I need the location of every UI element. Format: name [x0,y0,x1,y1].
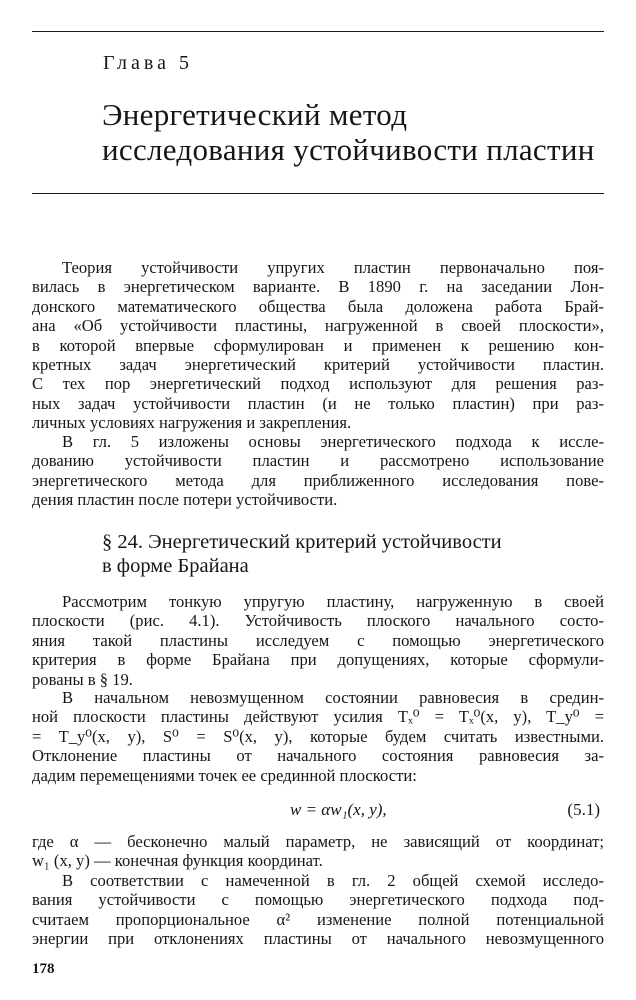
text-line: где α — бесконечно малый параметр, не зависящий от координат; [32,832,604,851]
section-paragraph-3 [32,832,604,871]
text-line: дения пластин после потери устойчивости. [32,490,338,510]
chapter-label: Глава 5 [103,52,193,74]
section-paragraph-2 [32,688,604,785]
text-line: Рассмотрим тонкую упругую пластину, нагруженную в своей [62,592,604,611]
text-line: В начальном невозмущенном состоянии равновесия в средин- [62,688,604,707]
text-line: ных задач устойчивости пластин (и не только пластин) при раз- [32,393,604,413]
text-line: w₁ (x, y) — конечная функция координат. [32,851,323,871]
chapter-title-line: Энергетический метод [102,97,408,132]
text-line: критерия в форме Брайана при допущениях, которые сформули- [32,650,604,670]
title-bottom-rule [32,193,604,194]
intro-paragraph-2 [32,432,604,510]
text-line: = T_y⁰(x, y), S⁰ = S⁰(x, y), которые будем считать известными. [32,726,604,746]
top-rule [32,31,604,32]
text-line: энергии при отклонениях пластины от начального невозмущенного [32,929,604,949]
section-heading-line: в форме Брайана [102,555,249,577]
text-line: плоскости (рис. 4.1). Устойчивость плоского начального состо- [32,611,604,631]
intro-paragraph-1 [32,258,604,433]
text-line: дованию устойчивости пластин и рассмотрено использование [32,451,604,471]
text-line: В соответствии с намеченной в гл. 2 общей схемой исследо- [62,871,604,890]
section-heading-line: § 24. Энергетический критерий устойчивости [102,531,502,553]
text-line: Отклонение пластины от начального состояния равновесия за- [32,746,604,766]
text-line: кретных задач энергетический критерий устойчивости пластин. [32,355,604,375]
section-heading [102,530,502,578]
text-line: донского математического общества была доложена работа Брай- [32,296,604,316]
chapter-title-line: исследования устойчивости пластин [102,132,595,167]
text-line: ной плоскости пластины действуют усилия Tₓ⁰ = Tₓ⁰(x, y), T_y⁰ = [32,707,604,727]
text-line: яния такой пластины исследуем с помощью энергетического [32,630,604,650]
text-line: Теория устойчивости упругих пластин первоначально поя- [62,258,604,277]
text-line: личных условиях нагружения и закрепления. [32,413,352,433]
text-line: считаем пропорциональное α² изменение полной потенциальной [32,909,604,929]
chapter-title [102,97,595,167]
text-line: вания устойчивости с помощью энергетического подхода под- [32,890,604,910]
text-line: энергетического метода для приближенного исследования пове- [32,470,604,490]
text-line: дадим перемещениями точек ее срединной плоскости: [32,765,417,785]
equation-5-1 [32,800,604,824]
text-line: ана «Об устойчивости пластины, нагруженной в своей плоскости», [32,316,604,336]
text-line: В гл. 5 изложены основы энергетического подхода к иссле- [62,432,604,451]
equation-formula: w = αw₁(x, y), [290,800,387,819]
text-line: С тех пор энергетический подход используют для решения раз- [32,374,604,394]
equation-number: (5.1) [567,800,600,819]
page-number: 178 [32,961,55,977]
section-paragraph-1 [32,592,604,689]
text-line: рованы в § 19. [32,669,133,689]
text-line: вилась в энергетическом варианте. В 1890 г. на заседании Лон- [32,277,604,297]
section-paragraph-4 [32,871,604,949]
text-line: в которой впервые сформулирован и применен к решению кон- [32,335,604,355]
